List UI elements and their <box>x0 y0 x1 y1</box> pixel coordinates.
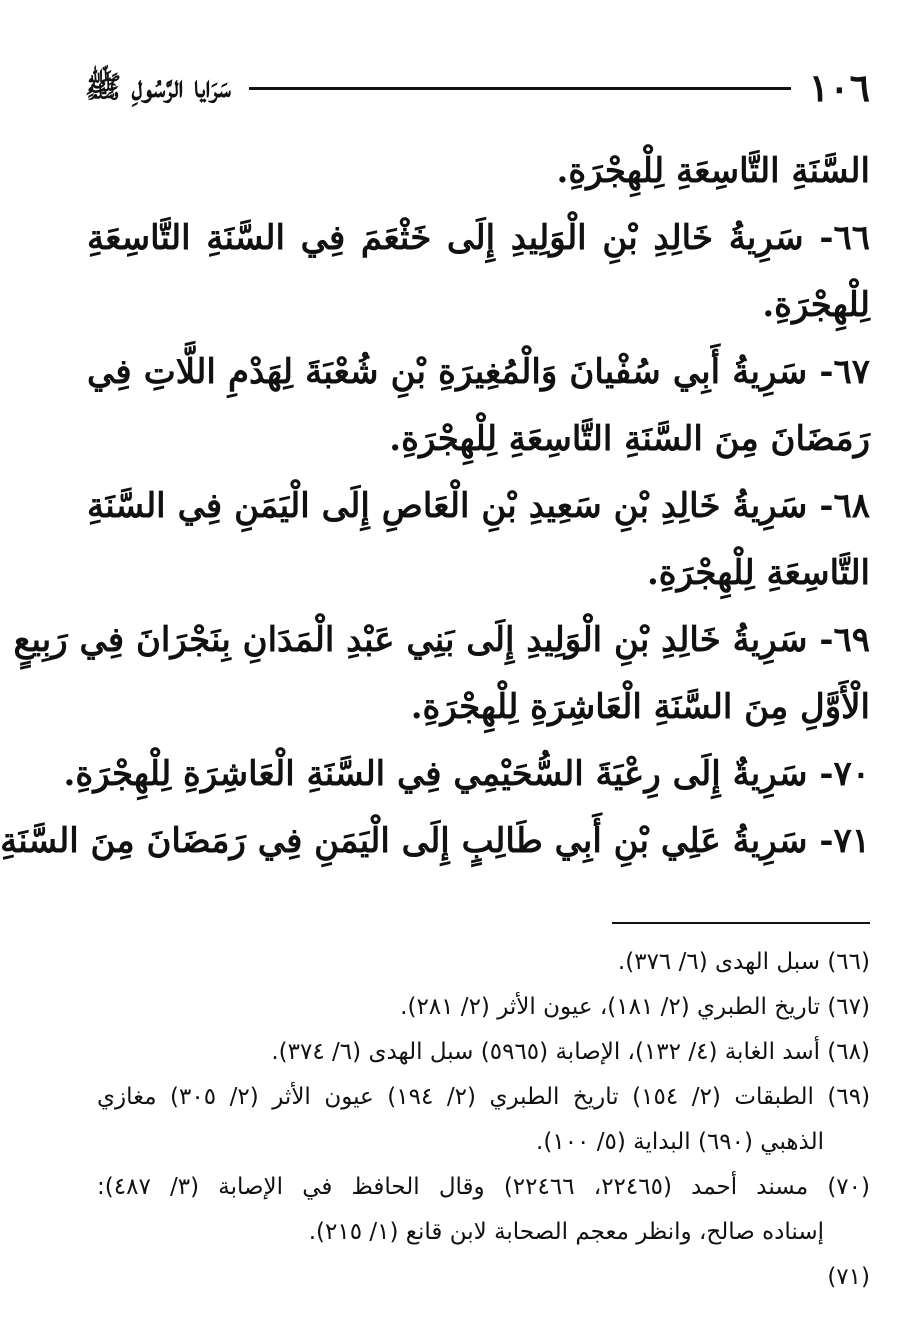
page-header <box>85 58 870 118</box>
text-line: السَّنَةِ التَّاسِعَةِ لِلْهِجْرَةِ. <box>556 151 870 191</box>
footnote-separator <box>612 922 870 924</box>
header-rule <box>249 87 791 90</box>
footnote-66: (٦٦) سبل الهدى (٦/ ٣٧٦). <box>617 949 870 975</box>
list-item-67: ٦٧- سَرِيةُ أَبِي سُفْيانَ وَالْمُغِيرَةِ بْنِ شُعْبَةَ لِهَدْمِ اللَّاتِ فِي <box>87 352 870 392</box>
footnote-67: (٦٧) تاريخ الطبري (٢/ ١٨١)، عيون الأثر (٢/ ٢٨١). <box>400 994 870 1020</box>
main-text <box>0 138 870 875</box>
footnote-70: (٧٠) مسند أحمد (٢٢٤٦٥، ٢٢٤٦٦) وقال الحافظ في الإصابة (٣/ ٤٨٧): <box>97 1174 870 1200</box>
list-item-68: ٦٨- سَرِيةُ خَالِدِ بْنِ سَعِيدِ بْنِ الْعَاصِ إِلَى الْيَمَنِ فِي السَّنَةِ <box>87 486 870 526</box>
text-line: التَّاسِعَةِ لِلْهِجْرَةِ. <box>646 553 870 593</box>
list-item-70: ٧٠- سَرِيةٌ إِلَى رِعْيَةَ السُّحَيْمِي فِي السَّنَةِ الْعَاشِرَةِ لِلْهِجْرَةِ. <box>63 754 870 794</box>
footnote-69: (٦٩) الطبقات (٢/ ١٥٤) تاريخ الطبري (٢/ ١٩٤) عيون الأثر (٢/ ٣٠٥) مغازي <box>97 1084 871 1110</box>
footnote-71: (٧١) <box>827 1264 870 1290</box>
footnote-70-continued: إسناده صالح، وانظر معجم الصحابة لابن قانع (١/ ٢١٥). <box>308 1219 824 1245</box>
list-item-66: ٦٦- سَرِيةُ خَالِدِ بْنِ الْوَلِيدِ إِلَى خَثْعَمَ فِي السَّنَةِ التَّاسِعَةِ <box>87 218 870 258</box>
text-line: رَمَضَانَ مِنَ السَّنَةِ التَّاسِعَةِ لِلْهِجْرَةِ. <box>389 419 870 459</box>
list-item-69: ٦٩- سَرِيةُ خَالِدِ بْنِ الْوَلِيدِ إِلَى بَنِي عَبْدِ الْمَدَانِ بِنَجْرَانَ فِي رَبِيعٍ <box>13 620 870 660</box>
list-item-71: ٧١- سَرِيةُ عَلِي بْنِ أَبِي طَالِبٍ إِلَى الْيَمَنِ فِي رَمَضَانَ مِنَ السَّنَةِ <box>0 821 870 861</box>
running-title: سَرَايا الرَّسُولِ ﷺ <box>85 70 231 105</box>
text-line: لِلْهِجْرَةِ. <box>762 285 870 325</box>
footnotes <box>97 940 870 1300</box>
page-number: ١٠٦ <box>808 65 870 110</box>
text-line: الْأَوَّلِ مِنَ السَّنَةِ الْعَاشِرَةِ لِلْهِجْرَةِ. <box>410 687 870 727</box>
footnote-69-continued: الذهبي (٦٩٠) البداية (٥/ ١٠٠). <box>536 1129 824 1155</box>
footnote-68: (٦٨) أسد الغابة (٤/ ١٣٢)، الإصابة (٥٩٦٥) سبل الهدى (٦/ ٣٧٤). <box>271 1039 870 1065</box>
